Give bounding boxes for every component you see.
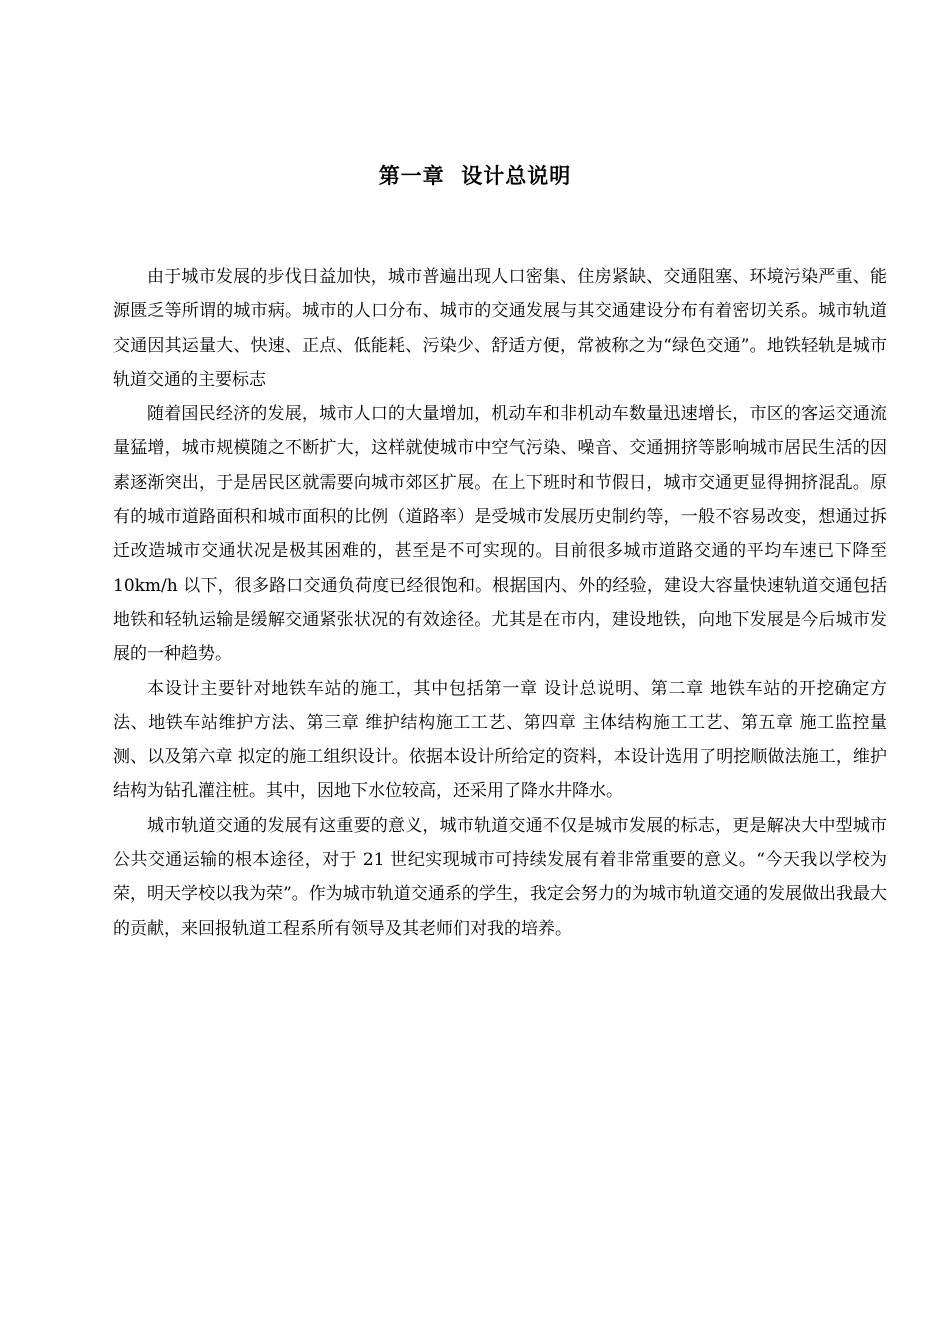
- paragraph-2: 随着国民经济的发展，城市人口的大量增加，机动车和非机动车数量迅速增长，市区的客运交通流量猛增，城市规模随之不断扩大，这样就使城市中空气污染、噪音、交通拥挤等影响城市居民生活的因素逐渐突出，于是居民区就需要向城市郊区扩展。在上下班时和节假日，城市交通更显得拥挤混乱。原有的城市道路面积和城市面积的比例（道路率）是受城市发展历史制约等，一般不容易改变，想通过拆迁改造城市交通状况是极其困难的，甚至是不可实现的。目前很多城市道路交通的平均车速已下降至 10km/h 以下，很多路口交通负荷度已经很饱和。根据国内、外的经验，建设大容量快速轨道交通包括地铁和轻轨运输是缓解交通紧张状况的有效途径。尤其是在市内，建设地铁，向地下发展是今后城市发展的一种趋势。: [113, 404, 887, 665]
- paragraph-1: 由于城市发展的步伐日益加快，城市普遍出现人口密集、住房紧缺、交通阻塞、环境污染严重、能源匮乏等所谓的城市病。城市的人口分布、城市的交通发展与其交通建设分布有着密切关系。城市轨道交通因其运量大、快速、正点、低能耗、污染少、舒适方便，常被称之为“绿色交通”。地铁轻轨是城市轨道交通的主要标志: [113, 267, 887, 390]
- chapter-title: 第一章 设计总说明: [378, 163, 572, 188]
- body-text: [113, 260, 887, 946]
- paragraph-4: 城市轨道交通的发展有这重要的意义，城市轨道交通不仅是城市发展的标志，更是解决大中型城市公共交通运输的根本途径，对于 21 世纪实现城市可持续发展有着非常重要的意义。“今天我以学校为荣，明天学校以我为荣”。作为城市轨道交通系的学生，我定会努力的为城市轨道交通的发展做出我最大的贡献，来回报轨道工程系所有领导及其老师们对我的培养。: [113, 815, 887, 939]
- paragraph-3: 本设计主要针对地铁车站的施工，其中包括第一章 设计总说明、第二章 地铁车站的开挖确定方法、地铁车站维护方法、第三章 维护结构施工工艺、第四章 主体结构施工工艺、第五章 施工监控量测、以及第六章 拟定的施工组织设计。依据本设计所给定的资料，本设计选用了明挖顺做法施工，维护结构为钻孔灌注桩。其中，因地下水位较高，还采用了降水井降水。: [113, 678, 887, 802]
